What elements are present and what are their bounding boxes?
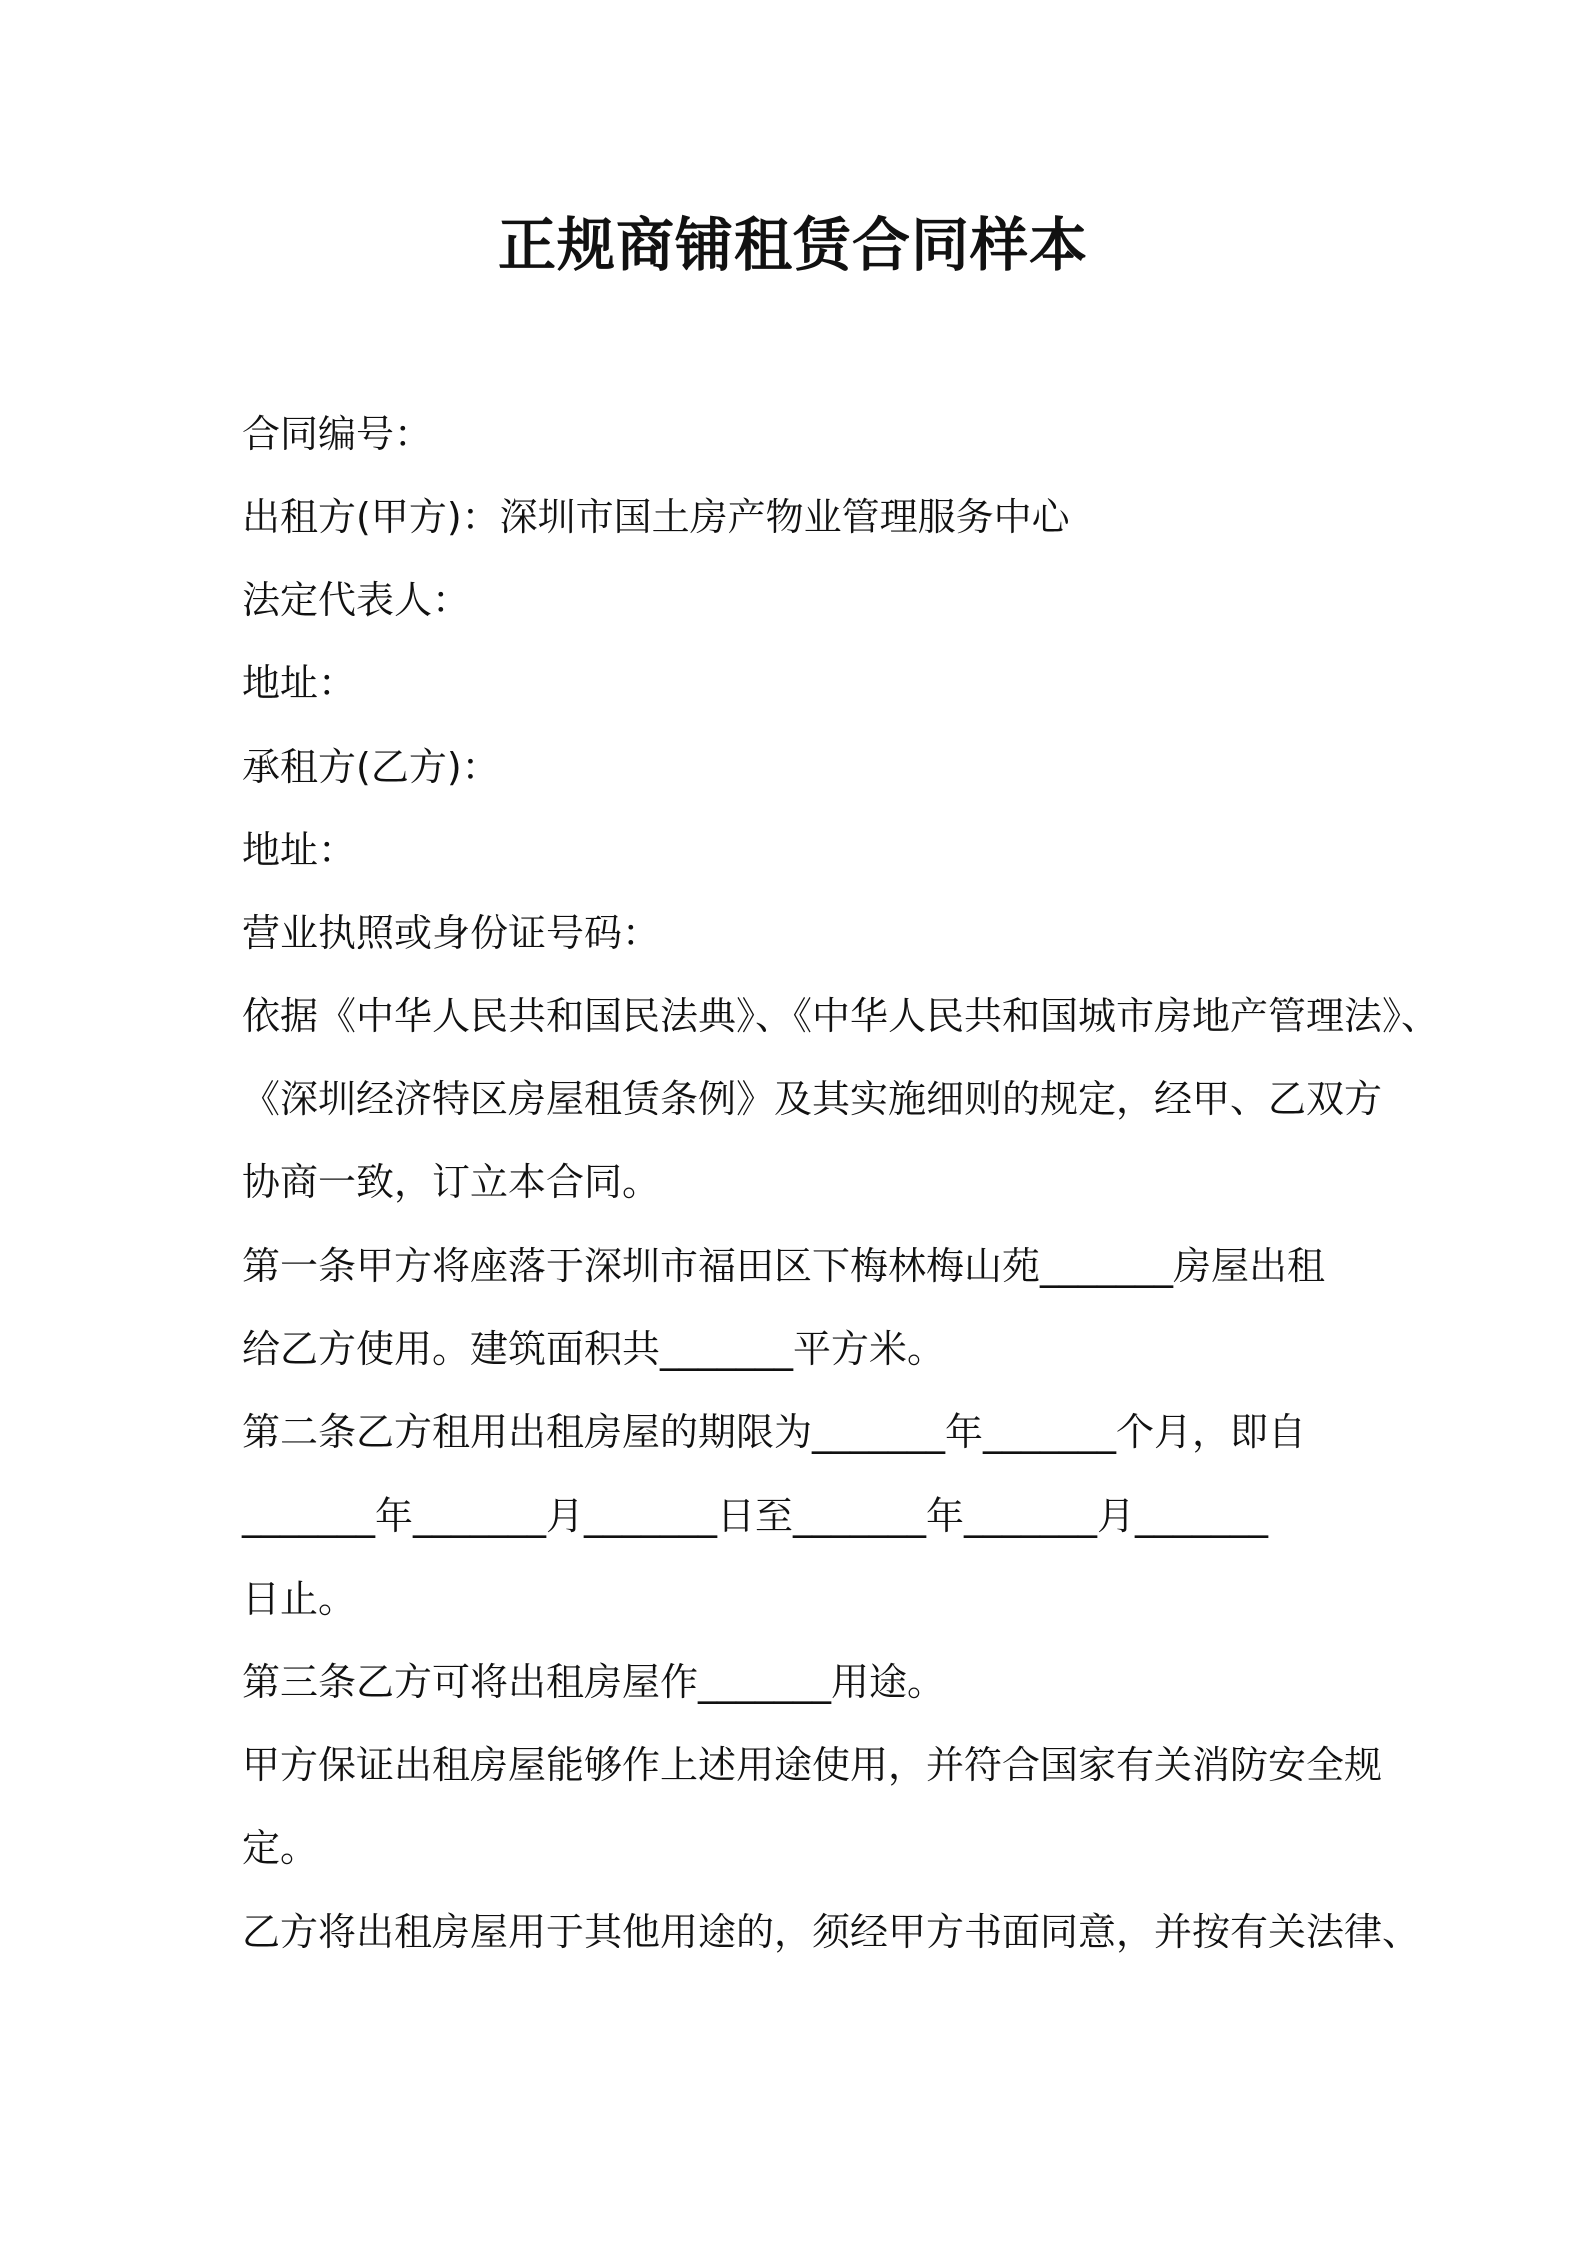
document-title: 正规商铺租赁合同样本 — [497, 211, 1088, 279]
preamble-line-3: 协商一致，订立本合同。 — [242, 1160, 661, 1204]
lessee-line: 承租方(乙方)： — [242, 745, 500, 789]
article-one-line-2: 给乙方使用。建筑面积共_______平方米。 — [242, 1327, 946, 1371]
article-three-line: 第三条乙方可将出租房屋作_______用途。 — [242, 1660, 946, 1704]
legal-representative-line: 法定代表人： — [242, 578, 471, 622]
lessor-address-line: 地址： — [242, 661, 357, 705]
other-use-line: 乙方将出租房屋用于其他用途的，须经甲方书面同意，并按有关法律、 — [242, 1910, 1421, 1954]
article-one-line-1: 第一条甲方将座落于深圳市福田区下梅林梅山苑_______房屋出租 — [242, 1244, 1326, 1288]
guarantee-line-1: 甲方保证出租房屋能够作上述用途使用，并符合国家有关消防安全规 — [242, 1743, 1383, 1787]
article-two-line-1: 第二条乙方租用出租房屋的期限为_______年_______个月，即自 — [242, 1410, 1307, 1454]
lessee-address-line: 地址： — [242, 828, 357, 872]
contract-number-line: 合同编号： — [242, 412, 433, 456]
preamble-line-1: 依据《中华人民共和国民法典》、《中华人民共和国城市房地产管理法》、 — [242, 994, 1440, 1038]
license-id-line: 营业执照或身份证号码： — [242, 911, 661, 955]
article-two-line-3: 日止。 — [242, 1577, 357, 1621]
article-two-line-2: _______年_______月_______日至_______年_______月_______ — [242, 1494, 1269, 1538]
guarantee-line-2: 定。 — [242, 1826, 319, 1870]
lessor-line: 出租方(甲方)：深圳市国土房产物业管理服务中心 — [242, 495, 1070, 539]
preamble-line-2: 《深圳经济特区房屋租赁条例》及其实施细则的规定，经甲、乙双方 — [242, 1077, 1383, 1121]
